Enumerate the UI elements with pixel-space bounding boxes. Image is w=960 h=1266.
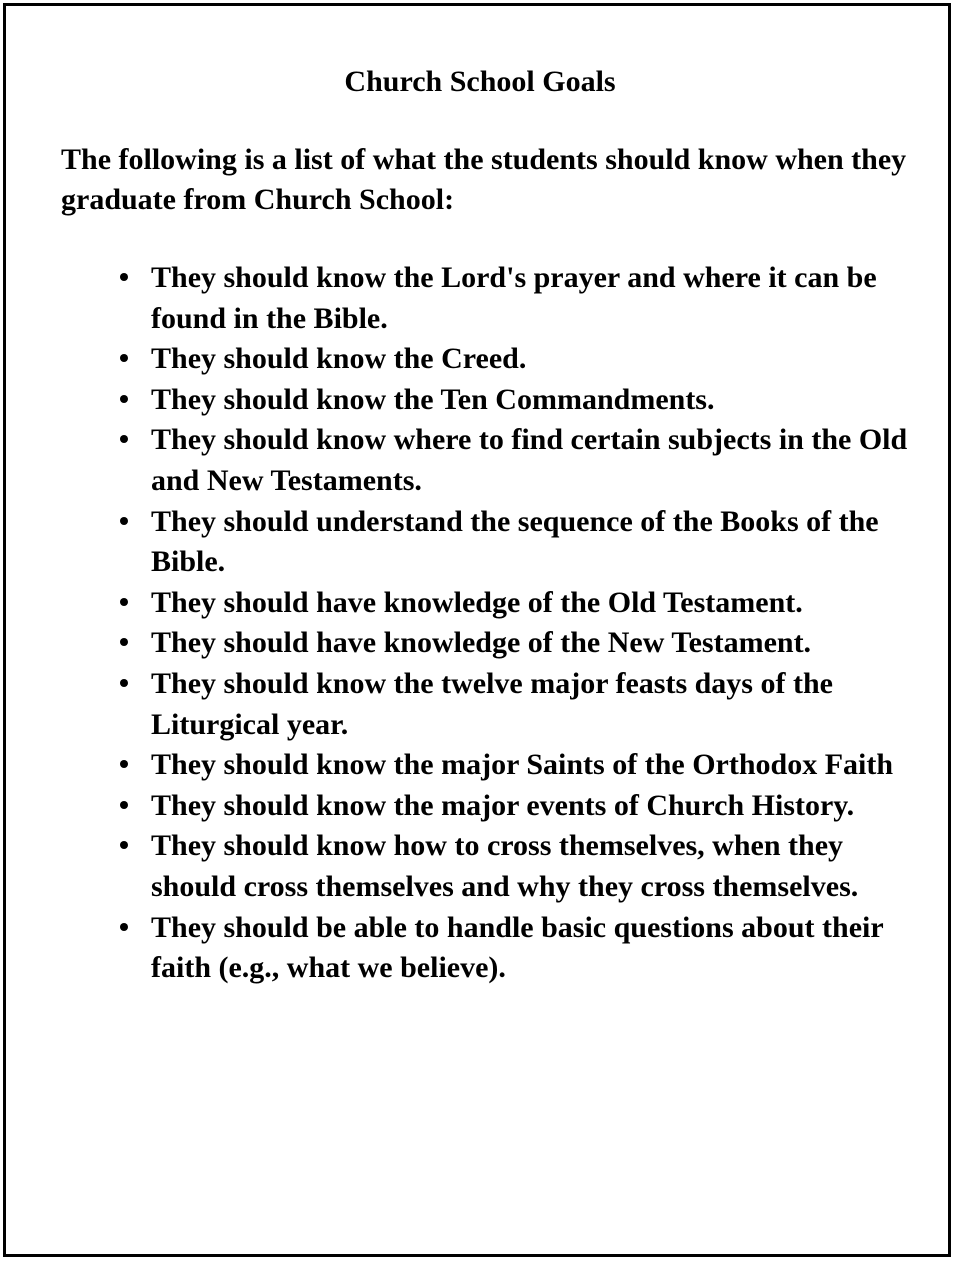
goal-text: They should know the major Saints of the Orthodox Faith [151,748,894,782]
bullet-icon [120,760,128,768]
bullet-icon [120,841,128,849]
goal-text: They should know where to find certain subjects in the Old and New Testaments. [151,423,908,497]
list-item [0,380,911,421]
goals-list [0,258,960,989]
list-item [0,623,911,664]
goal-text: They should know the major events of Church History. [151,788,855,822]
list-item [0,502,911,583]
bullet-icon [120,801,128,809]
intro-paragraph: The following is a list of what the students should know when they graduate from Church School: [61,143,907,216]
bullet-icon [120,923,128,931]
goal-text: They should know how to cross themselves, when they should cross themselves and why they cross themselves. [151,829,859,903]
list-item [0,826,911,907]
goal-text: They should know the Creed. [151,342,527,376]
bullet-icon [120,435,128,443]
bullet-icon [120,273,128,281]
goal-text: They should have knowledge of the Old Testament. [151,585,803,619]
list-item [0,664,911,745]
list-item [0,745,911,786]
list-item [0,258,911,339]
bullet-icon [120,354,128,362]
goal-text: They should know the twelve major feasts days of the Liturgical year. [151,666,833,741]
list-item [0,339,911,380]
list-item [0,908,911,989]
list-item [0,786,911,827]
bullet-icon [120,679,128,687]
page-title: Church School Goals [344,65,616,98]
goal-text: They should know the Ten Commandments. [151,382,715,416]
goal-text: They should have knowledge of the New Testament. [151,626,812,660]
list-item [0,583,911,624]
bullet-icon [120,395,128,403]
bullet-icon [120,598,128,606]
list-item [0,420,911,501]
goal-text: They should understand the sequence of the Books of the Bible. [151,504,879,579]
bullet-icon [120,638,128,646]
bullet-icon [120,517,128,525]
goal-text: They should be able to handle basic questions about their faith (e.g., what we believe). [151,910,884,985]
goal-text: They should know the Lord's prayer and where it can be found in the Bible. [151,261,877,335]
